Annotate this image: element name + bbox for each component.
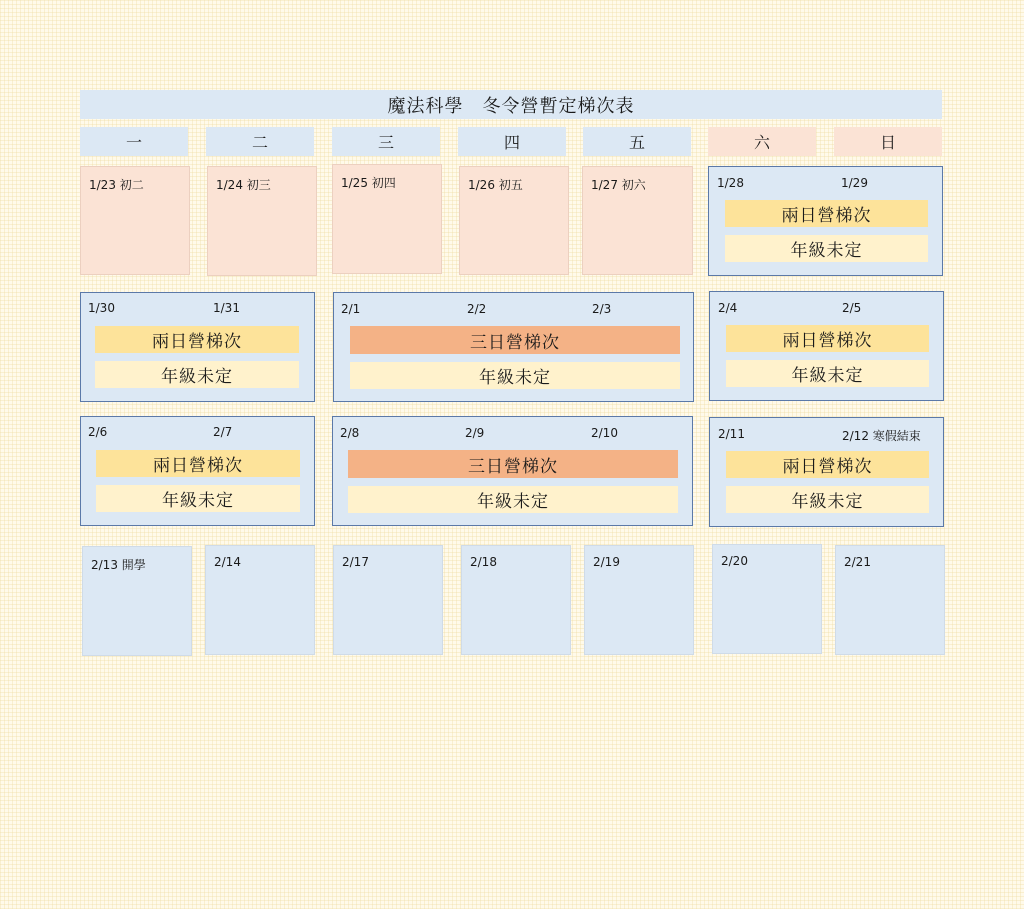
- day-cell: 1/23 初二: [80, 166, 190, 275]
- date-label: 2/8: [340, 426, 360, 440]
- date-label: 2/1: [341, 302, 361, 316]
- date-label: 1/31: [213, 301, 240, 315]
- weekend-camp-group: [709, 291, 944, 401]
- date-label: 2/6: [88, 425, 108, 439]
- weekday-header-sat: 六: [708, 127, 816, 156]
- three-day-camp-group: [332, 416, 693, 526]
- day-cell: 1/26 初五: [459, 166, 569, 275]
- grade-band: 年級未定: [726, 486, 929, 513]
- date-label: 1/28: [717, 176, 744, 190]
- grade-band: 年級未定: [348, 486, 678, 513]
- two-day-camp-group: [80, 292, 315, 402]
- date-label: 2/12 寒假結束: [842, 429, 921, 443]
- two-day-session-band: 兩日營梯次: [725, 200, 928, 227]
- three-day-session-band: 三日營梯次: [348, 450, 678, 478]
- two-day-camp-group: [80, 416, 315, 526]
- day-cell: 2/18: [461, 545, 571, 655]
- day-cell: 1/24 初三: [207, 166, 317, 276]
- date-label: 2/5: [842, 301, 862, 315]
- day-cell: 2/14: [205, 545, 315, 655]
- two-day-session-band: 兩日營梯次: [726, 325, 929, 352]
- two-day-session-band: 兩日營梯次: [96, 450, 300, 477]
- date-label: 2/2: [467, 302, 487, 316]
- weekday-header-wed: 三: [332, 127, 440, 156]
- weekday-header-fri: 五: [583, 127, 691, 156]
- three-day-session-band: 三日營梯次: [350, 326, 680, 354]
- two-day-session-band: 兩日營梯次: [95, 326, 299, 353]
- day-cell: 2/21: [835, 545, 945, 655]
- three-day-camp-group: [333, 292, 694, 402]
- date-label: 2/9: [465, 426, 485, 440]
- day-cell: 2/19: [584, 545, 694, 655]
- page-title: 魔法科學 冬令營暫定梯次表: [80, 90, 942, 119]
- day-cell: 2/17: [333, 545, 443, 655]
- date-label: 2/11: [718, 427, 745, 441]
- date-label: 2/3: [592, 302, 612, 316]
- date-label: 2/4: [718, 301, 738, 315]
- grade-band: 年級未定: [96, 485, 300, 512]
- day-cell: 1/25 初四: [332, 164, 442, 274]
- grade-band: 年級未定: [95, 361, 299, 388]
- day-cell: 2/20: [712, 544, 822, 654]
- date-label: 2/10: [591, 426, 618, 440]
- grade-band: 年級未定: [350, 362, 680, 389]
- weekday-header-mon: 一: [80, 127, 188, 156]
- grade-band: 年級未定: [725, 235, 928, 262]
- weekday-header-tue: 二: [206, 127, 314, 156]
- weekend-camp-group: [709, 417, 944, 527]
- date-label: 1/30: [88, 301, 115, 315]
- date-label: 2/7: [213, 425, 233, 439]
- weekend-camp-group: [708, 166, 943, 276]
- date-label: 1/29: [841, 176, 868, 190]
- weekday-header-thu: 四: [458, 127, 566, 156]
- grade-band: 年級未定: [726, 360, 929, 387]
- two-day-session-band: 兩日營梯次: [726, 451, 929, 478]
- day-cell: 1/27 初六: [582, 166, 693, 275]
- weekday-header-sun: 日: [834, 127, 942, 156]
- day-cell: 2/13 開學: [82, 546, 192, 656]
